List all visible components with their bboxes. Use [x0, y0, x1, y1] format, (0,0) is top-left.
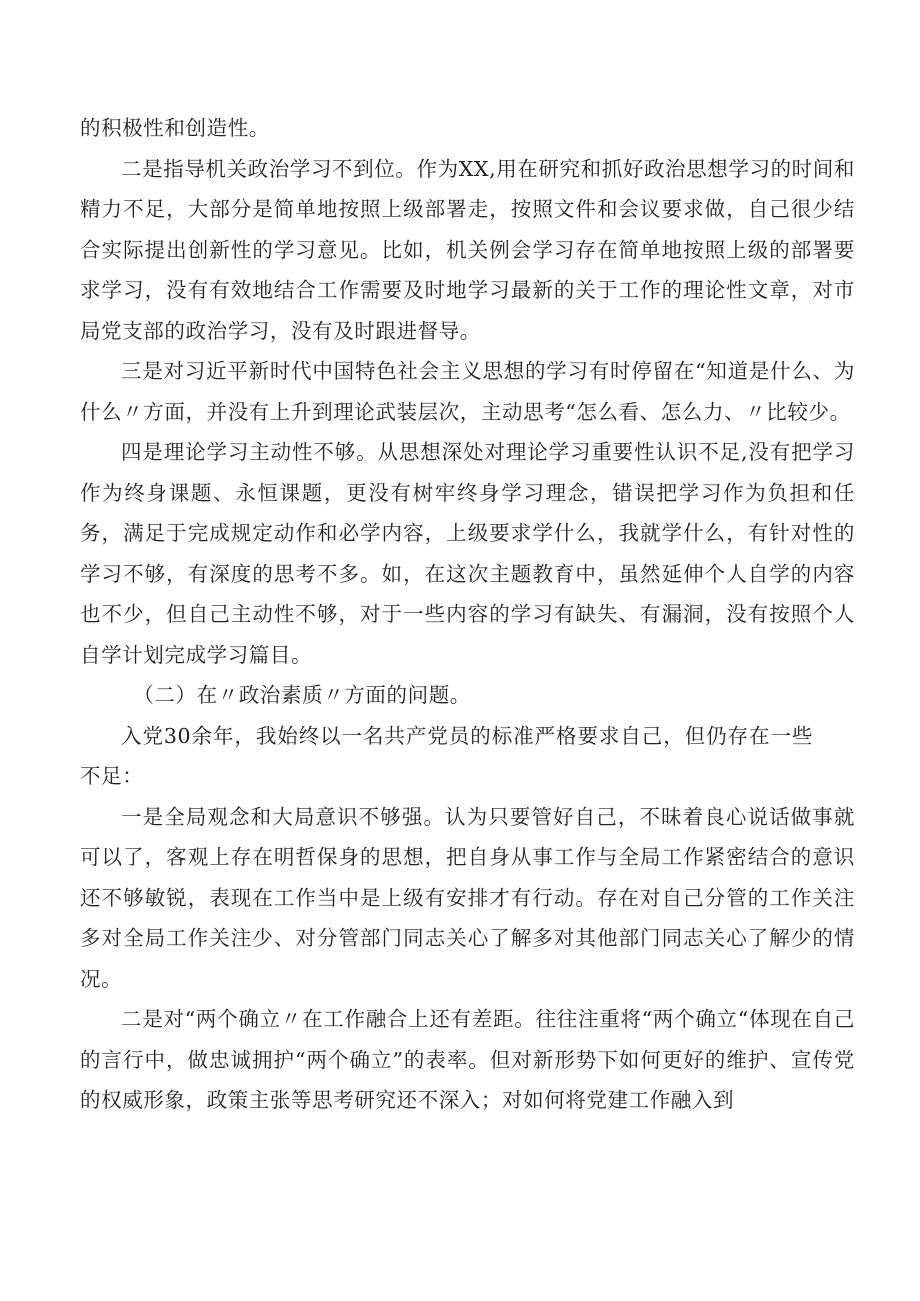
document-body — [80, 108, 855, 1121]
paragraph-party-membership: 入党30余年，我始终以一名共产党员的标准严格要求自己，但仍存在一些不足： — [80, 723, 813, 788]
paragraph-point-four: 四是理论学习主动性不够。从思想深处对理论学习重要性认识不足,没有把学习作为终身课题、永恒课题，更没有树牢终身学习理念，错误把学习作为负担和任务，满足于完成规定动作和必学内容，上级要求学什么，我就学什么，有针对性的学习不够，有深度的思考不多。如，在这次主题教育中，虽然延伸个人自学的内容也不少，但自己主动性不够，对于一些内容的学习有缺失、有漏洞，没有按照个人自学计划完成学习篇目。 — [80, 440, 855, 667]
paragraph-continuation: 的积极性和创造性。 — [80, 116, 270, 140]
section-heading-political-quality: （二）在〃政治素质〃方面的问题。 — [133, 683, 471, 707]
paragraph-overall-view: 一是全局观念和大局意识不够强。认为只要管好自己，不昧着良心说话做事就可以了，客观上存在明哲保身的思想，把自身从事工作与全局工作紧密结合的意识还不够敏锐，表现在工作当中是上级有安排才有行动。存在对自己分管的工作关注多对全局工作关注少、对分管部门同志关心了解多对其他部门同志关心了解少的情况。 — [80, 804, 855, 991]
paragraph-point-two: 二是指导机关政治学习不到位。作为XX,用在研究和抓好政治思想学习的时间和精力不足，大部分是简单地按照上级部署走，按照文件和会议要求做，自己很少结合实际提出创新性的学习意见。比如，机关例会学习存在简单地按照上级的部署要求学习，没有有效地结合工作需要及时地学习最新的关于工作的理论性文章，对市局党支部的政治学习，没有及时跟进督导。 — [80, 156, 855, 343]
paragraph-two-establishments: 二是对“两个确立〃在工作融合上还有差距。往往注重将“两个确立“体现在自己的言行中，做忠诚拥护“两个确立”的表率。但对新形势下如何更好的维护、宣传党的权威形象，政策主张等思考研究还不深入；对如何将党建工作融入到 — [80, 1007, 855, 1112]
paragraph-point-three: 三是对习近平新时代中国特色社会主义思想的学习有时停留在“知道是什么、为什么〃方面，并没有上升到理论武装层次，主动思考“怎么看、怎么力、〃比较少。 — [80, 359, 855, 424]
